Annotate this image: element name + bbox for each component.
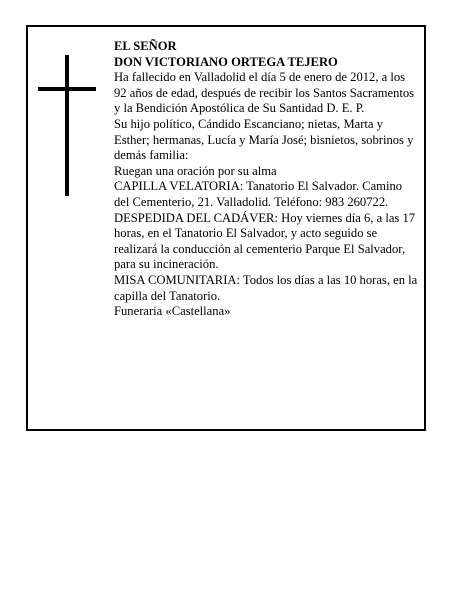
prayer-request: Ruegan una oración por su alma bbox=[114, 163, 277, 178]
deceased-name: DON VICTORIANO ORTEGA TEJERO bbox=[114, 54, 338, 69]
death-announcement: Ha fallecido en Valladolid el día 5 de enero de 2012, a los 92 años de edad, después de recibir los Santos Sacramentos y la Bendición Apostólica de Su Santidad D. E. P. bbox=[114, 70, 415, 116]
chapel-details: CAPILLA VELATORIA: Tanatorio El Salvador. Camino del Cementerio, 21. Valladolid. Teléfono: 983 260722. bbox=[114, 179, 403, 209]
cross-horizontal-bar bbox=[38, 87, 96, 91]
community-mass-details: MISA COMUNITARIA: Todos los días a las 10 horas, en la capilla del Tanatorio. bbox=[114, 272, 418, 303]
latin-cross-icon bbox=[38, 55, 96, 196]
funeral-farewell-details: DESPEDIDA DEL CADÁVER: Hoy viernes día 6, a las 17 horas, en el Tanatorio El Salvador, y acto seguido se realizará la conducción al cementerio Parque El Salvador, para su incineración. bbox=[114, 210, 416, 272]
cross-vertical-bar bbox=[65, 55, 69, 196]
obituary-title-line-1: EL SEÑOR bbox=[114, 39, 177, 53]
family-members: Su hijo político, Cándido Escanciano; nietas, Marta y Esther; hermanas, Lucía y María José; bisnietos, sobrinos y demás familia: bbox=[114, 116, 414, 163]
obituary-text bbox=[114, 39, 419, 320]
funeral-home-name: Funeraria «Castellana» bbox=[114, 304, 231, 319]
